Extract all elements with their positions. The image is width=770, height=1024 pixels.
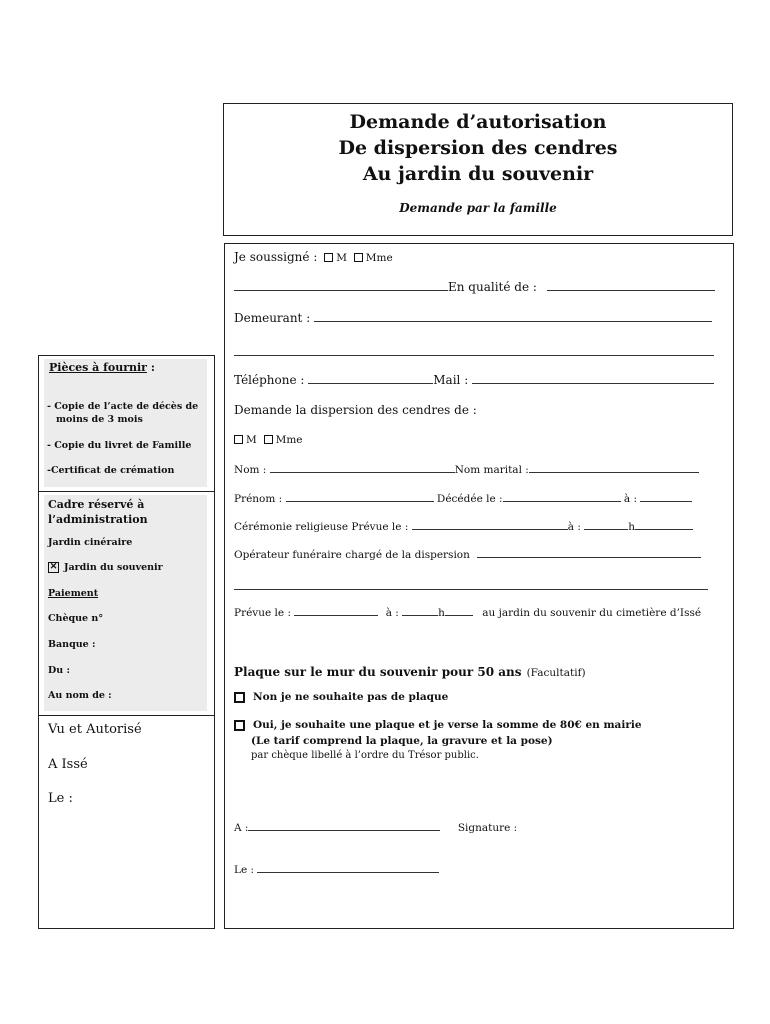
plaque-row xyxy=(234,661,586,680)
a-label: à : xyxy=(623,493,638,505)
le-field[interactable] xyxy=(257,862,439,873)
jardin-souvenir-row xyxy=(48,562,163,573)
prevue-hour-field[interactable] xyxy=(402,605,438,616)
checkbox-jardin-souvenir[interactable]: ✕ xyxy=(49,562,58,572)
prenom-field[interactable] xyxy=(286,491,434,502)
operateur-row xyxy=(234,547,701,561)
dispersion-label: Demande la dispersion des cendres de : xyxy=(234,403,477,417)
checkbox-oui-plaque[interactable] xyxy=(234,720,245,731)
operateur-label: Opérateur funéraire chargé de la dispersion xyxy=(234,549,470,561)
defunt-mme-label: Mme xyxy=(275,434,303,446)
paiement-label: Paiement xyxy=(48,588,99,599)
demeurant-field[interactable] xyxy=(314,311,712,322)
qualite-field[interactable] xyxy=(547,280,715,291)
sidebar-divider-1 xyxy=(38,491,215,492)
title-line-1: Demande d’autorisation xyxy=(349,111,607,133)
defunt-gender-row xyxy=(231,432,303,446)
mme-label: Mme xyxy=(365,252,393,264)
prevue-date-field[interactable] xyxy=(294,605,378,616)
le-row xyxy=(234,862,439,876)
ceremonie-row xyxy=(234,519,693,533)
ceremonie-a-label: à : xyxy=(567,521,581,533)
address-line-2[interactable] xyxy=(234,355,714,356)
decede-label: Décédée le : xyxy=(436,493,503,505)
prevue-a-label: à : xyxy=(385,607,399,619)
signature-label: Signature : xyxy=(457,822,518,834)
a-sig-label: A : xyxy=(234,822,249,834)
a-sig-field[interactable] xyxy=(248,820,440,831)
piece-item-1b: moins de 3 mois xyxy=(56,414,143,425)
nom-marital-label: Nom marital : xyxy=(454,464,529,476)
lieu-field[interactable] xyxy=(640,491,692,502)
au-nom-label: Au nom de : xyxy=(48,690,112,701)
a-isse: A Issé xyxy=(48,757,88,772)
ceremonie-h-label: h xyxy=(628,521,635,533)
du-label: Du : xyxy=(48,665,70,676)
mail-field[interactable] xyxy=(472,373,714,384)
soussigne-label: Je soussigné : xyxy=(234,250,318,264)
title-line-2: De dispersion des cendres xyxy=(338,137,618,159)
title-line-3: Au jardin du souvenir xyxy=(362,163,594,185)
piece-item-3: -Certificat de crémation xyxy=(47,465,175,476)
le-label: Le : xyxy=(234,864,255,876)
subtitle: Demande par la famille xyxy=(399,201,557,215)
prevue-h-label: h xyxy=(438,607,445,619)
piece-item-2: - Copie du livret de Famille xyxy=(47,440,192,451)
decede-field[interactable] xyxy=(503,491,621,502)
ceremonie-label: Cérémonie religieuse Prévue le : xyxy=(234,521,409,533)
sidebar-le: Le : xyxy=(48,791,73,806)
non-label: Non je ne souhaite pas de plaque xyxy=(253,691,449,703)
prevue-row xyxy=(234,605,701,619)
checkbox-defunt-mme[interactable] xyxy=(264,435,273,444)
admin-title xyxy=(48,497,148,527)
mail-label: Mail : xyxy=(433,373,469,387)
demeurant-row xyxy=(234,311,712,325)
pieces-title: Pièces à fournir xyxy=(49,361,147,374)
a-signature-row xyxy=(234,820,517,834)
banque-label: Banque : xyxy=(48,639,96,650)
demeurant-label: Demeurant : xyxy=(234,311,311,325)
nom-field[interactable] xyxy=(270,462,455,473)
telephone-label: Téléphone : xyxy=(234,373,305,387)
oui-label-3: par chèque libellé à l’ordre du Trésor public. xyxy=(251,750,479,761)
vu-autorise: Vu et Autorisé xyxy=(48,722,142,737)
admin-title-1: Cadre réservé à xyxy=(48,498,145,511)
title-box xyxy=(223,103,733,236)
oui-label-1: Oui, je souhaite une plaque et je verse la somme de 80€ en mairie xyxy=(253,719,642,731)
operateur-field[interactable] xyxy=(477,547,701,558)
ceremonie-date-field[interactable] xyxy=(412,519,568,530)
nom-label: Nom : xyxy=(234,464,267,476)
plaque-title: Plaque sur le mur du souvenir pour 50 ans xyxy=(234,665,522,679)
oui-label-2: (Le tarif comprend la plaque, la gravure et la pose) xyxy=(251,735,553,747)
jardin-cineraire: Jardin cinéraire xyxy=(48,537,133,548)
facultatif-label: (Facultatif) xyxy=(526,667,586,679)
admin-section xyxy=(44,495,207,711)
operateur-line-2[interactable] xyxy=(234,589,708,590)
prevue-minute-field[interactable] xyxy=(445,605,473,616)
pieces-colon: : xyxy=(150,361,155,374)
checkbox-mme[interactable] xyxy=(354,253,363,262)
prenom-row xyxy=(234,491,692,505)
qualite-label: En qualité de : xyxy=(448,280,537,294)
prevue-label: Prévue le : xyxy=(234,607,291,619)
pieces-title-row xyxy=(49,361,155,374)
soussigne-row xyxy=(234,250,393,264)
non-row xyxy=(234,691,448,703)
checkbox-defunt-m[interactable] xyxy=(234,435,243,444)
nom-row xyxy=(234,462,699,476)
qualite-row xyxy=(234,280,715,294)
piece-item-1: - Copie de l’acte de décès de xyxy=(47,401,199,412)
oui-row xyxy=(234,719,642,731)
nom-marital-field[interactable] xyxy=(529,462,699,473)
prenom-label: Prénom : xyxy=(234,493,283,505)
sidebar-divider-2 xyxy=(38,715,215,716)
checkbox-m[interactable] xyxy=(324,253,333,262)
name-field[interactable] xyxy=(234,280,448,291)
contact-row xyxy=(234,373,714,387)
telephone-field[interactable] xyxy=(308,373,433,384)
jardin-souvenir-label: Jardin du souvenir xyxy=(64,562,163,573)
au-jardin-label: au jardin du souvenir du cimetière d’Issé xyxy=(482,607,702,619)
defunt-m-label: M xyxy=(246,434,257,446)
m-label: M xyxy=(336,252,347,264)
ceremonie-minute-field[interactable] xyxy=(635,519,693,530)
ceremonie-hour-field[interactable] xyxy=(584,519,628,530)
checkbox-non-plaque[interactable] xyxy=(234,692,245,703)
admin-title-2: l’administration xyxy=(48,513,148,526)
cheque-label: Chèque n° xyxy=(48,613,104,624)
